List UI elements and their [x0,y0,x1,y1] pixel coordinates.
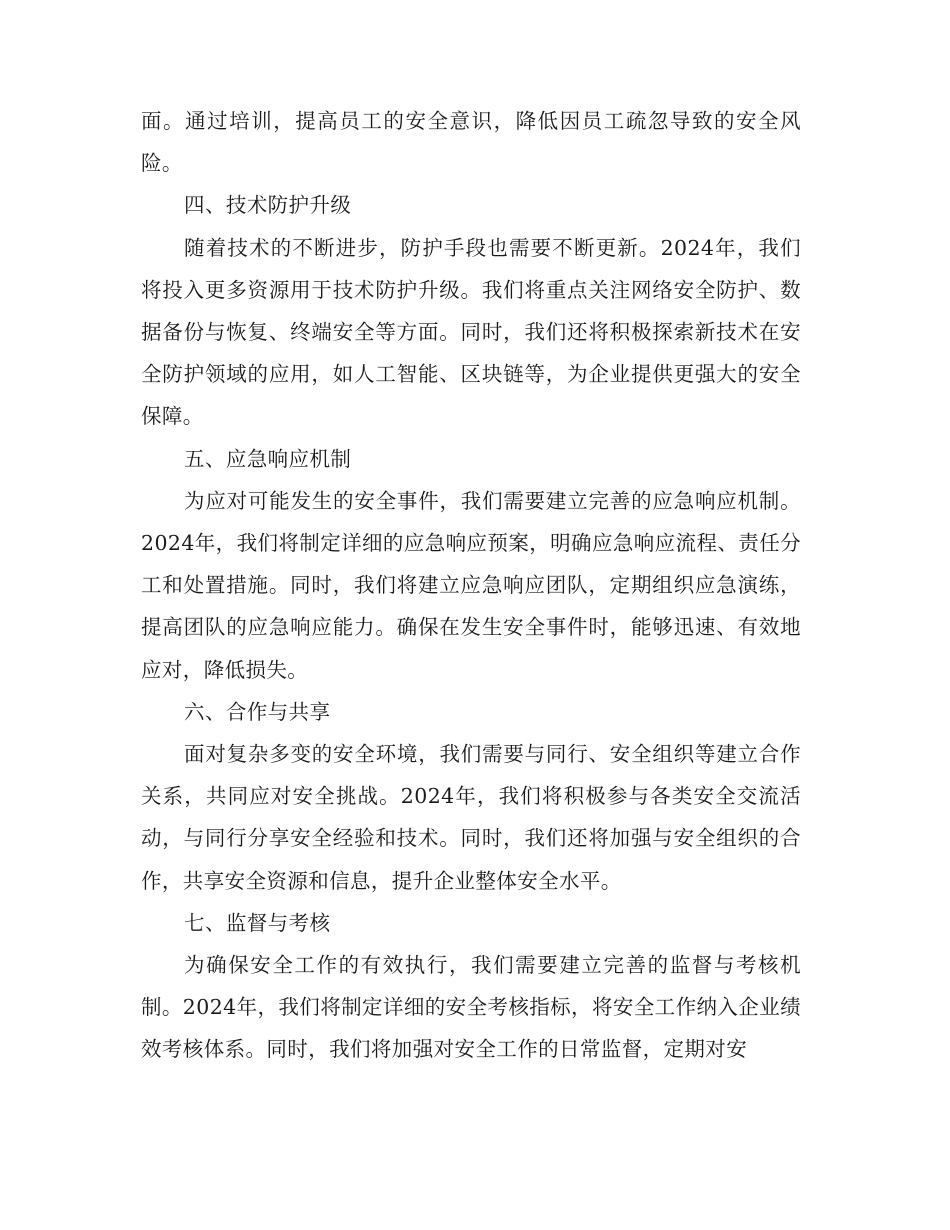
paragraph-training-continued: 面。通过培训，提高员工的安全意识，降低因员工疏忽导致的安全风险。 [141,109,801,176]
section-heading-emergency-response: 五、应急响应机制 [184,446,352,471]
paragraph-cooperation: 面对复杂多变的安全环境，我们需要与同行、安全组织等建立合作关系，共同应对安全挑战。2024年，我们将积极参与各类安全交流活动，与同行分享安全经验和技术。同时，我们还将加强与安全组织的合作，共享安全资源和信息，提升企业整体安全水平。 [141,742,801,893]
paragraph-tech-protection: 随着技术的不断进步，防护手段也需要不断更新。2024年，我们将投入更多资源用于技术防护升级。我们将重点关注网络安全防护、数据备份与恢复、终端安全等方面。同时，我们还将积极探索新技术在安全防护领域的应用，如人工智能、区块链等，为企业提供更强大的安全保障。 [141,235,801,429]
paragraph-emergency-response: 为应对可能发生的安全事件，我们需要建立完善的应急响应机制。2024年，我们将制定详细的应急响应预案，明确应急响应流程、责任分工和处置措施。同时，我们将建立应急响应团队，定期组织应急演练，提高团队的应急响应能力。确保在发生安全事件时，能够迅速、有效地应对，降低损失。 [141,488,801,682]
section-heading-tech-protection: 四、技术防护升级 [184,193,352,218]
section-heading-supervision: 七、监督与考核 [184,910,331,935]
paragraph-supervision: 为确保安全工作的有效执行，我们需要建立完善的监督与考核机制。2024年，我们将制定详细的安全考核指标，将安全工作纳入企业绩效考核体系。同时，我们将加强对安全工作的日常监督，定期对安 [141,953,801,1062]
document-body [141,100,801,1071]
section-heading-cooperation: 六、合作与共享 [184,699,331,724]
